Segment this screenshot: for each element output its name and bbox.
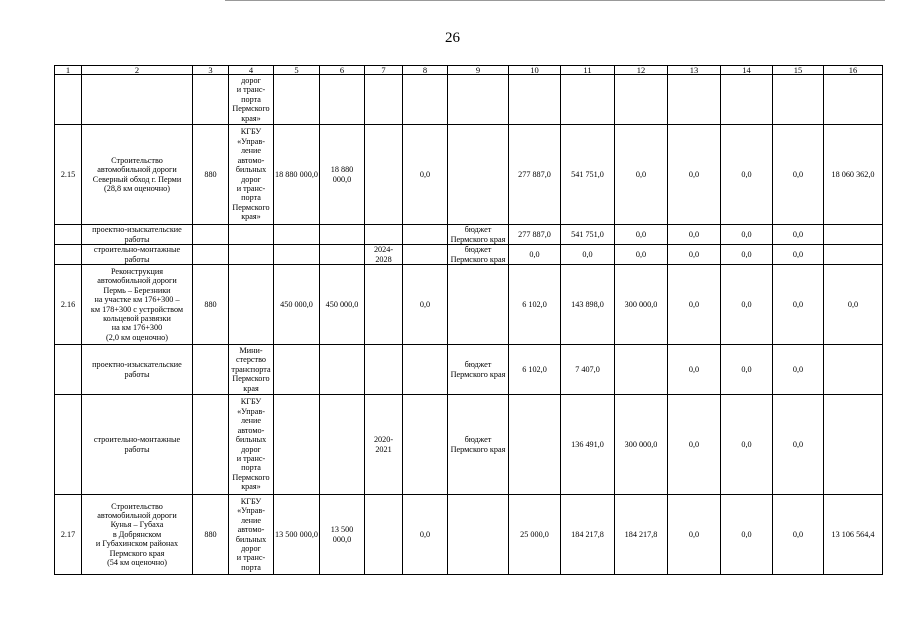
header-cell: 3 bbox=[193, 66, 229, 75]
table-row-2-15 bbox=[55, 125, 883, 225]
item-name: Строительство автомобильной дороги Кунья – Губаха в Добрянском и Губахинском районах Пермского края (54 км оценочно) bbox=[82, 495, 193, 575]
responsible-org-cell: КГБУ «Управ- ление автомо- бильных дорог и транс- порта Пермского края» bbox=[229, 125, 274, 225]
header-cell: 11 bbox=[561, 66, 615, 75]
source-cell: бюджет Пермского края bbox=[448, 245, 509, 265]
value-cell: 0,0 bbox=[721, 265, 773, 345]
value-cell: 136 491,0 bbox=[561, 395, 615, 495]
value-cell: 0,0 bbox=[509, 245, 561, 265]
value-cell: 0,0 bbox=[561, 245, 615, 265]
source-cell: бюджет Пермского края bbox=[448, 345, 509, 395]
value-cell: 25 000,0 bbox=[509, 495, 561, 575]
value-cell: 0,0 bbox=[668, 345, 721, 395]
header-cell: 2 bbox=[82, 66, 193, 75]
header-cell: 14 bbox=[721, 66, 773, 75]
page-number: 26 bbox=[445, 30, 460, 46]
value-cell: 0,0 bbox=[773, 225, 824, 245]
value-cell: 300 000,0 bbox=[615, 395, 668, 495]
value-cell: 184 217,8 bbox=[561, 495, 615, 575]
value-cell: 13 500 000,0 bbox=[274, 495, 320, 575]
value-cell: 13 106 564,4 bbox=[824, 495, 883, 575]
header-cell: 8 bbox=[403, 66, 448, 75]
work-type: строительно-монтажные работы bbox=[82, 245, 193, 265]
header-cell: 4 bbox=[229, 66, 274, 75]
value-cell: 0,0 bbox=[721, 495, 773, 575]
item-number: 2.17 bbox=[55, 495, 82, 575]
value-cell: 18 880 000,0 bbox=[320, 125, 365, 225]
header-cell: 6 bbox=[320, 66, 365, 75]
value-cell: 0,0 bbox=[773, 345, 824, 395]
value-cell: 0,0 bbox=[721, 395, 773, 495]
value-cell: 0,0 bbox=[773, 265, 824, 345]
value-cell: 0,0 bbox=[403, 125, 448, 225]
table-row-2-16 bbox=[55, 265, 883, 345]
value-cell: 7 407,0 bbox=[561, 345, 615, 395]
header-cell: 1 bbox=[55, 66, 82, 75]
item-number: 2.15 bbox=[55, 125, 82, 225]
source-cell: бюджет Пермского края bbox=[448, 225, 509, 245]
value-cell: 18 060 362,0 bbox=[824, 125, 883, 225]
value-cell: 0,0 bbox=[668, 225, 721, 245]
value-cell: 0,0 bbox=[615, 125, 668, 225]
value-cell: 277 887,0 bbox=[509, 125, 561, 225]
header-cell: 7 bbox=[365, 66, 403, 75]
value-cell: 0,0 bbox=[773, 245, 824, 265]
value-cell: 541 751,0 bbox=[561, 225, 615, 245]
table-row-2-17 bbox=[55, 495, 883, 575]
header-cell: 15 bbox=[773, 66, 824, 75]
value-cell: 0,0 bbox=[721, 225, 773, 245]
item-number: 2.16 bbox=[55, 265, 82, 345]
value-cell: 0,0 bbox=[668, 265, 721, 345]
value-cell: 0,0 bbox=[615, 245, 668, 265]
responsible-org-cell: дорог и транс- порта Пермского края» bbox=[229, 75, 274, 125]
value-cell: 0,0 bbox=[668, 245, 721, 265]
value-cell: 541 751,0 bbox=[561, 125, 615, 225]
value-cell: 6 102,0 bbox=[509, 345, 561, 395]
value-cell: 18 880 000,0 bbox=[274, 125, 320, 225]
period-cell: 2024-2028 bbox=[365, 245, 403, 265]
value-cell: 184 217,8 bbox=[615, 495, 668, 575]
header-cell: 13 bbox=[668, 66, 721, 75]
value-cell: 0,0 bbox=[403, 265, 448, 345]
source-cell bbox=[448, 125, 509, 225]
top-rule bbox=[225, 0, 885, 1]
table-row-2-15-construction bbox=[55, 245, 883, 265]
item-name: Строительство автомобильной дороги Северный обход г. Перми (28,8 км оценочно) bbox=[82, 125, 193, 225]
value-cell: 0,0 bbox=[615, 225, 668, 245]
table-row-2-15-design bbox=[55, 225, 883, 245]
value-cell: 143 898,0 bbox=[561, 265, 615, 345]
header-cell: 9 bbox=[448, 66, 509, 75]
value-cell: 0,0 bbox=[721, 345, 773, 395]
value-cell: 300 000,0 bbox=[615, 265, 668, 345]
header-cell: 12 bbox=[615, 66, 668, 75]
value-cell: 0,0 bbox=[773, 395, 824, 495]
work-type: строительно-монтажные работы bbox=[82, 395, 193, 495]
value-cell: 0,0 bbox=[773, 495, 824, 575]
value-cell: 0,0 bbox=[721, 125, 773, 225]
value-cell: 0,0 bbox=[403, 495, 448, 575]
responsible-org-cell: КГБУ «Управ- ление автомо- бильных дорог и транс- порта bbox=[229, 495, 274, 575]
table-row-continuation bbox=[55, 75, 883, 125]
period-cell: 2020-2021 bbox=[365, 395, 403, 495]
table-row-2-16-construction bbox=[55, 395, 883, 495]
code-cell: 880 bbox=[193, 265, 229, 345]
code-cell: 880 bbox=[193, 495, 229, 575]
header-cell: 5 bbox=[274, 66, 320, 75]
header-row bbox=[55, 66, 883, 75]
value-cell: 450 000,0 bbox=[274, 265, 320, 345]
value-cell: 0,0 bbox=[668, 125, 721, 225]
period-cell bbox=[365, 125, 403, 225]
value-cell: 0,0 bbox=[668, 495, 721, 575]
item-name: Реконструкция автомобильной дороги Пермь – Березники на участке км 176+300 – км 178+300 с устройством кольцевой развязки на км 176+300 (2,0 км оценочно) bbox=[82, 265, 193, 345]
header-cell: 10 bbox=[509, 66, 561, 75]
value-cell: 0,0 bbox=[668, 395, 721, 495]
value-cell: 0,0 bbox=[721, 245, 773, 265]
header-cell: 16 bbox=[824, 66, 883, 75]
work-type: проектно-изыскательские работы bbox=[82, 225, 193, 245]
value-cell: 0,0 bbox=[773, 125, 824, 225]
value-cell: 277 887,0 bbox=[509, 225, 561, 245]
source-cell: бюджет Пермского края bbox=[448, 395, 509, 495]
value-cell: 13 500 000,0 bbox=[320, 495, 365, 575]
work-type: проектно-изыскательские работы bbox=[82, 345, 193, 395]
responsible-org-cell: Мини- стерство транспорта Пермского края bbox=[229, 345, 274, 395]
value-cell: 0,0 bbox=[824, 265, 883, 345]
table-row-2-16-design bbox=[55, 345, 883, 395]
value-cell: 6 102,0 bbox=[509, 265, 561, 345]
budget-table bbox=[54, 65, 883, 575]
value-cell: 450 000,0 bbox=[320, 265, 365, 345]
value-cell bbox=[615, 345, 668, 395]
code-cell: 880 bbox=[193, 125, 229, 225]
responsible-org-cell: КГБУ «Управ- ление автомо- бильных дорог и транс- порта Пермского края» bbox=[229, 395, 274, 495]
